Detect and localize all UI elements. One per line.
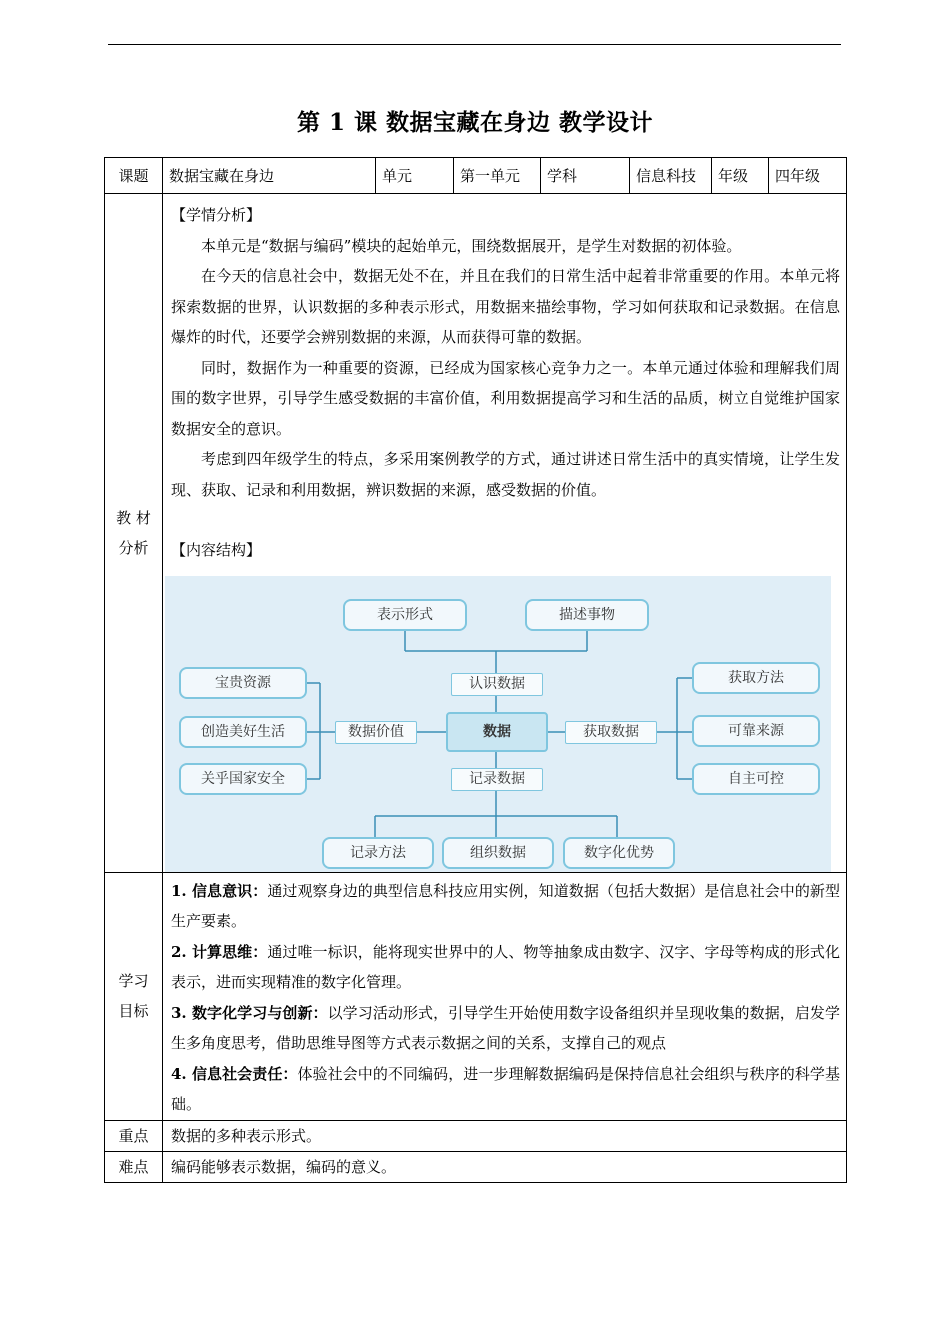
node-reliable: 可靠来源 [692,715,820,747]
grade-label: 年级 [712,158,769,194]
difficulty-row [105,1151,847,1182]
node-methods: 获取方法 [692,662,820,694]
node-better-life: 创造美好生活 [179,716,307,748]
grade-value: 四年级 [769,158,847,194]
node-control: 自主可控 [692,763,820,795]
content-structure-diagram [165,576,831,872]
subject-value: 信息科技 [630,158,712,194]
lesson-plan-table [104,157,847,1183]
analysis-row [105,194,847,873]
node-recognize: 认识数据 [451,673,543,696]
paragraph: 本单元是“数据与编码”模块的起始单元，围绕数据展开，是学生对数据的初体验。 [201,236,742,255]
unit-label: 单元 [376,158,454,194]
page-title: 第 1 课 数据宝藏在身边 教学设计 [296,109,654,136]
section-title-content-structure: 【内容结构】 [171,541,262,559]
node-security: 关乎国家安全 [179,763,307,795]
goal-item: 4. 信息社会责任：体验社会中的不同编码，进一步理解数据编码是保持信息社会组织与秩序的科学基础。 [171,1064,840,1113]
goal-item: 1. 信息意识：通过观察身边的典型信息科技应用实例，知道数据（包括大数据）是信息社会中的新型生产要素。 [171,881,840,930]
difficulty-label: 难点 [105,1151,163,1182]
key-point-row [105,1120,847,1151]
node-treasure: 宝贵资源 [179,667,307,699]
analysis-content [163,194,847,873]
key-point-label: 重点 [105,1120,163,1151]
node-center-data: 数据 [446,712,548,752]
key-point-text: 数据的多种表示形式。 [163,1120,847,1151]
goals-row [105,872,847,1120]
subject-label: 学科 [541,158,630,194]
paragraph: 考虑到四年级学生的特点，多采用案例教学的方式，通过讲述日常生活中的真实情境，让学生发现、获取、记录和利用数据，辨识数据的来源，感受数据的价值。 [171,450,840,499]
node-value: 数据价值 [335,721,417,744]
paragraph: 在今天的信息社会中，数据无处不在，并且在我们的日常生活中起着非常重要的作用。本单元将探索数据的世界，认识数据的多种表示形式，用数据来描绘事物，学习如何获取和记录数据。在信息爆炸的时代，还要学会辨别数据的来源，从而获得可靠的数据。 [171,267,840,346]
node-organize: 组织数据 [442,837,554,869]
analysis-label: 教 材 分析 [105,194,163,873]
difficulty-text: 编码能够表示数据，编码的意义。 [163,1151,847,1182]
node-digital: 数字化优势 [563,837,675,869]
unit-value: 第一单元 [454,158,541,194]
goal-item: 2. 计算思维：通过唯一标识，能将现实世界中的人、物等抽象成由数字、汉字、字母等构成的形式化表示，进而实现精准的数字化管理。 [171,942,840,991]
topic-label: 课题 [105,158,163,194]
section-title-student-analysis: 【学情分析】 [171,206,262,224]
topic-value: 数据宝藏在身边 [163,158,376,194]
node-describe: 描述事物 [525,599,649,631]
goals-label: 学习 目标 [105,872,163,1120]
goal-item: 3. 数字化学习与创新：以学习活动形式，引导学生开始使用数字设备组织并呈现收集的数据，启发学生多角度思考，借助思维导图等方式表示数据之间的关系，支撑自己的观点 [171,1003,840,1052]
header-rule [108,44,841,45]
goals-content [163,872,847,1120]
node-record: 记录数据 [451,768,543,791]
paragraph: 同时，数据作为一种重要的资源，已经成为国家核心竞争力之一。本单元通过体验和理解我们周围的数字世界，引导学生感受数据的丰富价值，利用数据提高学习和生活的品质，树立自觉维护国家数据安全的意识。 [171,358,840,438]
node-represent: 表示形式 [343,599,467,631]
node-record-methods: 记录方法 [322,837,434,869]
node-acquire: 获取数据 [565,721,657,744]
header-row [105,158,847,194]
